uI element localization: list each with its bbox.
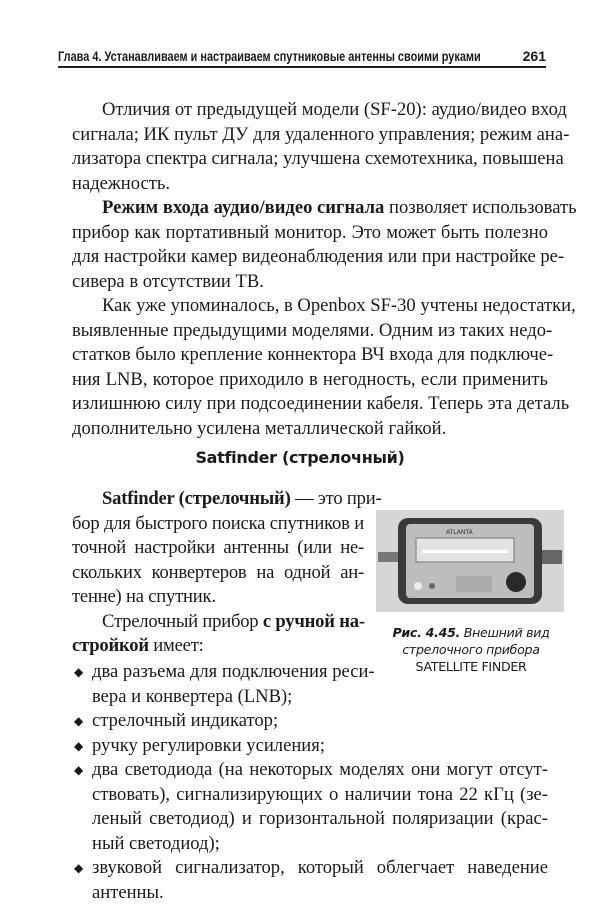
list-item-line: вера и конвертера (LNB); [92,685,293,707]
text-run: прибор как портативный монитор. Это может быть полезно [72,221,548,243]
bullet-icon: ◆ [74,665,84,679]
list-item-line: леный светодиод) и горизонтальной поляризации (крас- [92,808,548,829]
text-line [72,417,548,442]
text-run: лизатора спектра сигнала; улучшена схемотехника, повышена [72,148,564,169]
figure-caption [366,624,576,675]
bullet-icon: ◆ [74,738,84,753]
text-run: — это при- [290,488,382,509]
text-line [72,561,364,586]
text-run: для настройки камер видеонаблюдения или при настройке ре- [72,246,565,267]
satfinder-text [72,487,382,659]
text-line [72,368,548,393]
text-line [72,487,382,512]
bullet-icon: ◆ [74,763,84,777]
bold-term: Satfinder (стрелочный) [102,488,291,509]
text-line [72,392,570,417]
text-run: выявленные предыдущими моделями. Одним из таких недо- [72,319,553,341]
list-item [72,758,548,856]
text-run: скольких конвертеров на одной ан- [72,561,364,583]
text-run: излишнюю силу при подсоединении кабеля. Теперь эта деталь [72,393,570,414]
text-line [72,512,364,537]
list-item [72,734,548,759]
page-number: 261 [522,48,546,64]
bold-term: Режим входа аудио/видео сигнала [102,197,385,218]
list-item-line: два разъема для подключения реси- [92,661,375,682]
list-item [72,709,548,734]
text-line [72,634,364,659]
list-item-line: ный светодиод); [92,832,220,854]
text-line [72,585,364,610]
figure-caption-text: Внешний вид стрелочного прибора [402,625,550,657]
chapter-title: Глава 4. Устанавливаем и настраиваем спутниковые антенны своими руками [58,48,481,64]
bullet-icon: ◆ [74,714,84,728]
text-line [72,147,564,172]
figure-caption-device: SATELLITE FINDER [415,659,527,674]
text-run: имеет: [148,635,204,656]
list-item-line: ручку регулировки усиления; [92,734,325,756]
list-item-line: ствовать), сигнализирующих о наличии тона 22 кГц (зе- [92,783,548,805]
device-brand: ATLANTA [446,529,473,536]
list-item [72,856,548,905]
text-line [72,319,553,344]
text-run: сивера в отсутствии ТВ. [72,270,264,292]
text-line [72,343,554,368]
text-run: позволяет использовать [384,197,577,218]
text-run: дополнительно усилена металлической гайкой. [72,417,447,439]
text-run: статков было крепление коннектора ВЧ входа для подключе- [72,344,554,365]
section-heading: Satfinder (стрелочный) [195,448,405,467]
text-line [72,221,548,246]
text-run: Стрелочный прибор [102,610,263,632]
text-line [72,536,364,561]
text-run: бор для быстрого поиска спутников и [72,512,364,534]
text-run: надежность. [72,172,170,194]
bullet-icon: ◆ [74,861,84,875]
text-run: сигнала; ИК пульт ДУ для удаленного управления; режим ана- [72,123,570,145]
text-line [72,610,364,635]
list-item-line: два светодиода (на некоторых моделях они могут отсут- [92,759,548,780]
feature-list [72,660,548,905]
text-line [72,245,565,270]
list-item-line: антенны. [92,881,164,903]
text-run: тенне) на спутник. [72,586,216,607]
text-line [72,123,570,148]
running-header [58,46,546,68]
text-line [72,294,576,319]
text-run: Отличия от предыдущей модели (SF-20): аудио/видео вход [102,99,567,120]
figure-number: Рис. 4.45. [392,625,461,640]
list-item-line: стрелочный индикатор; [92,710,279,731]
text-run: Как уже упоминалось, в Openbox SF-30 учтены недостатки, [102,295,576,316]
text-line [72,196,577,221]
list-item-line: звуковой сигнализатор, который облегчает наведение [92,857,548,878]
text-run: ния LNB, которое приходило в негодность, если применить [72,368,548,390]
body-text [72,98,577,441]
text-line [72,98,567,123]
text-line [72,270,548,295]
bold-term: с ручной на- [262,610,365,632]
text-line [72,172,548,197]
bold-term: стройкой [72,635,149,656]
text-run: точной настройки антенны (или не- [72,537,364,558]
satellite-finder-photo [376,510,564,612]
